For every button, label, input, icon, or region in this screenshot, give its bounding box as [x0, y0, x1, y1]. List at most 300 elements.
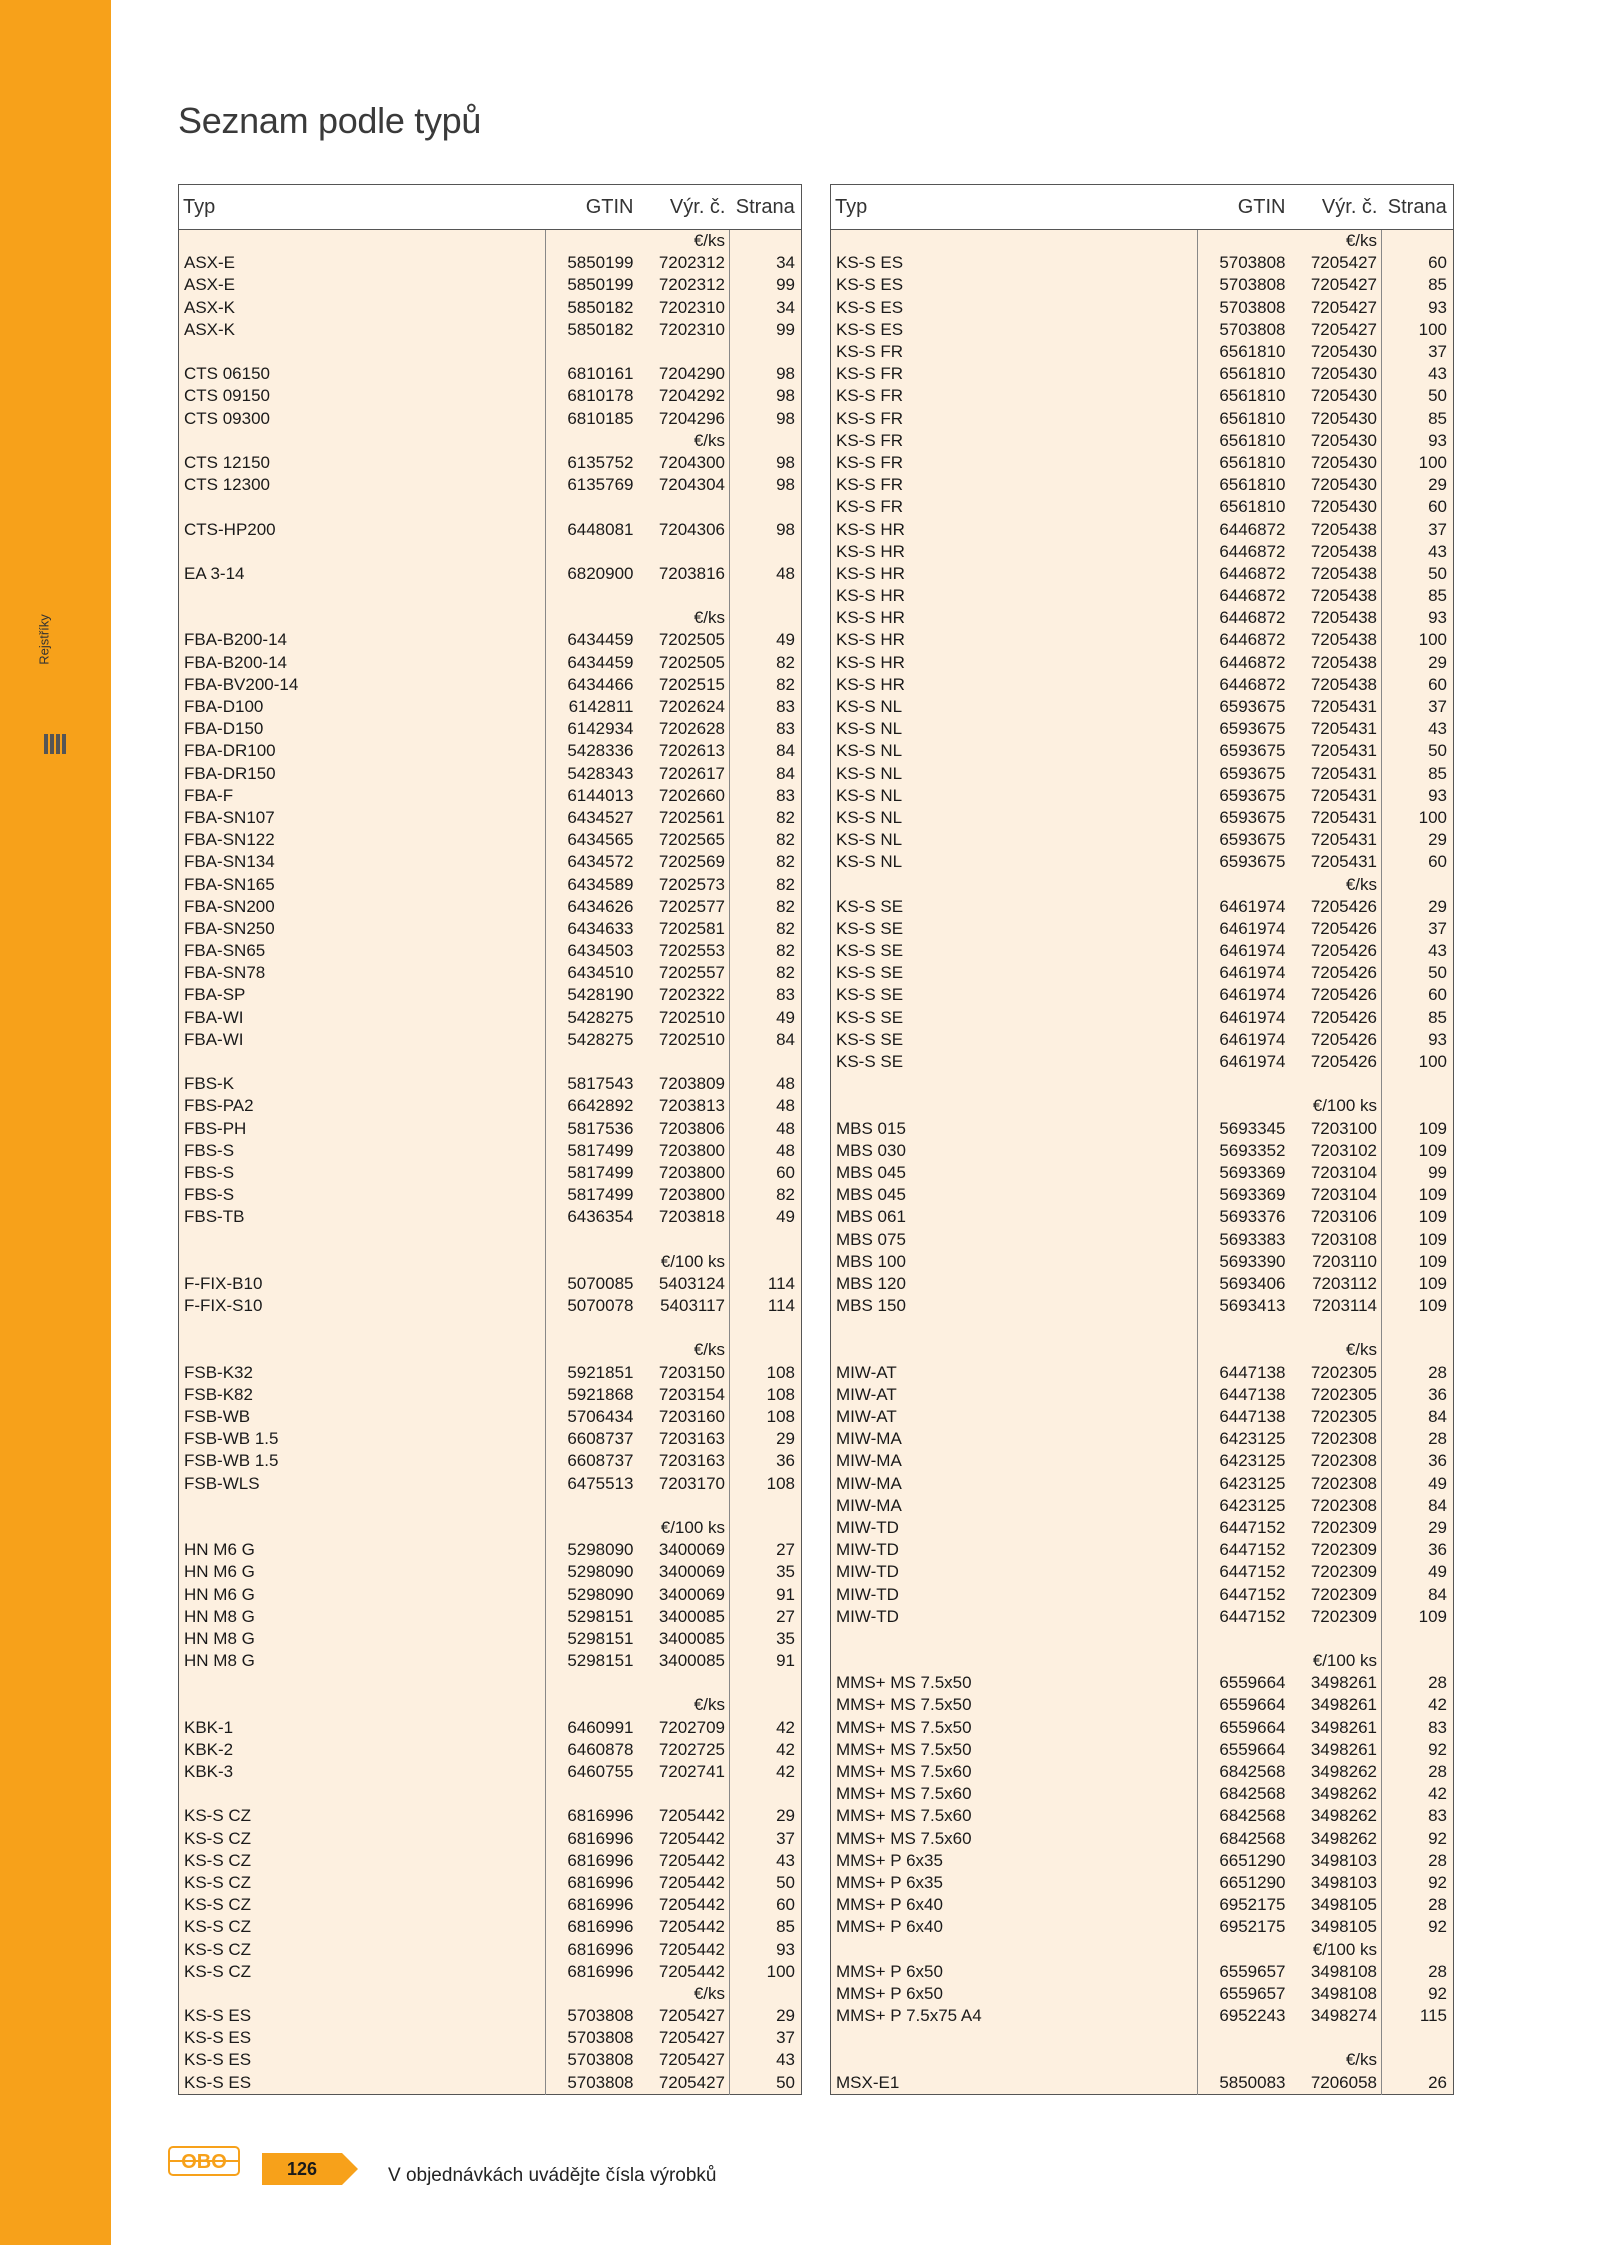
table-row — [831, 1495, 1454, 1517]
table-row — [831, 430, 1454, 452]
cell-type — [831, 2027, 1198, 2049]
cell-gtin: 5693390 — [1198, 1251, 1290, 1273]
cell-article-no: 7205438 — [1290, 563, 1382, 585]
cell-article-no: 7205442 — [638, 1872, 730, 1894]
cell-page: 27 — [730, 1606, 802, 1628]
table-row — [179, 274, 802, 296]
cell-page: 28 — [1382, 1362, 1454, 1384]
table-row — [831, 363, 1454, 385]
cell-type: KBK-1 — [179, 1717, 546, 1739]
cell-type: HN M8 G — [179, 1628, 546, 1650]
cell-page: 84 — [1382, 1583, 1454, 1605]
cell-page: 109 — [1382, 1118, 1454, 1140]
cell-article-no: 7205430 — [1290, 496, 1382, 518]
cell-article-no: 3498105 — [1290, 1894, 1382, 1916]
cell-type: EA 3-14 — [179, 563, 546, 585]
cell-type: FBA-WI — [179, 1007, 546, 1029]
cell-type: KS-S FR — [831, 363, 1198, 385]
cell-type: MBS 100 — [831, 1251, 1198, 1273]
cell-article-no: 7205430 — [1290, 474, 1382, 496]
cell-page: 98 — [730, 385, 802, 407]
cell-page: 49 — [730, 629, 802, 651]
cell-type: MMS+ P 6x50 — [831, 1961, 1198, 1983]
cell-type: ASX-E — [179, 274, 546, 296]
cell-type: MBS 150 — [831, 1295, 1198, 1317]
cell-article-no: 7202741 — [638, 1761, 730, 1783]
cell-type: CTS-HP200 — [179, 518, 546, 540]
cell-type — [179, 1495, 546, 1517]
cell-type: MBS 045 — [831, 1162, 1198, 1184]
cell-page: 93 — [1382, 297, 1454, 319]
cell-page: 48 — [730, 1118, 802, 1140]
cell-type: KS-S ES — [831, 252, 1198, 274]
table-row — [831, 763, 1454, 785]
cell-article-no: 7205430 — [1290, 363, 1382, 385]
cell-article-no: €/ks — [638, 430, 730, 452]
cell-type: MIW-TD — [831, 1583, 1198, 1605]
cell-article-no: 7203104 — [1290, 1162, 1382, 1184]
cell-page: 82 — [730, 918, 802, 940]
cell-gtin: 6608737 — [546, 1450, 638, 1472]
table-row — [831, 896, 1454, 918]
cell-gtin: 5850182 — [546, 297, 638, 319]
table-row — [831, 652, 1454, 674]
cell-page: 98 — [730, 452, 802, 474]
cell-article-no: 7205427 — [1290, 319, 1382, 341]
cell-type: MMS+ MS 7.5x50 — [831, 1739, 1198, 1761]
table-row — [831, 740, 1454, 762]
cell-type: FBA-SN250 — [179, 918, 546, 940]
cell-gtin — [546, 1983, 638, 2005]
cell-page: 98 — [730, 474, 802, 496]
cell-type: MMS+ P 6x40 — [831, 1894, 1198, 1916]
cell-gtin: 6434633 — [546, 918, 638, 940]
cell-type: FSB-K32 — [179, 1362, 546, 1384]
cell-article-no: 7202312 — [638, 252, 730, 274]
table-row — [831, 230, 1454, 253]
cell-page: 84 — [730, 1029, 802, 1051]
cell-gtin — [546, 585, 638, 607]
table-row — [179, 1317, 802, 1339]
cell-gtin: 5703808 — [546, 2072, 638, 2095]
table-row — [179, 452, 802, 474]
table-row — [831, 452, 1454, 474]
cell-page: 100 — [1382, 452, 1454, 474]
table-row — [179, 1717, 802, 1739]
cell-page: 83 — [730, 718, 802, 740]
table-row — [179, 984, 802, 1006]
cell-gtin: 5703808 — [1198, 319, 1290, 341]
cell-page: 84 — [1382, 1495, 1454, 1517]
cell-gtin: 5921868 — [546, 1384, 638, 1406]
cell-article-no: 7202310 — [638, 297, 730, 319]
cell-gtin: 6434503 — [546, 940, 638, 962]
cell-type: KS-S ES — [831, 297, 1198, 319]
table-row — [831, 2027, 1454, 2049]
table-row — [831, 1051, 1454, 1073]
cell-type: MSX-E1 — [831, 2072, 1198, 2095]
cell-gtin: 6461974 — [1198, 1007, 1290, 1029]
cell-type — [179, 607, 546, 629]
cell-page: 36 — [1382, 1539, 1454, 1561]
cell-page: 27 — [730, 1539, 802, 1561]
table-row — [179, 1961, 802, 1983]
cell-type: MBS 015 — [831, 1118, 1198, 1140]
cell-type — [179, 496, 546, 518]
cell-article-no: 7203112 — [1290, 1273, 1382, 1295]
cell-gtin: 6423125 — [1198, 1450, 1290, 1472]
cell-page: 48 — [730, 563, 802, 585]
cell-page: 48 — [730, 1073, 802, 1095]
table-row — [831, 1339, 1454, 1361]
cell-gtin: 6460755 — [546, 1761, 638, 1783]
cell-article-no: 3498262 — [1290, 1761, 1382, 1783]
table-row — [179, 962, 802, 984]
cell-page: 34 — [730, 297, 802, 319]
cell-page: 108 — [730, 1473, 802, 1495]
table-row — [179, 1362, 802, 1384]
cell-gtin: 5298090 — [546, 1583, 638, 1605]
cell-article-no: 7202617 — [638, 763, 730, 785]
cell-type: FBA-SN107 — [179, 807, 546, 829]
cell-type: MMS+ P 6x35 — [831, 1872, 1198, 1894]
cell-gtin: 6651290 — [1198, 1850, 1290, 1872]
cell-gtin: 6446872 — [1198, 674, 1290, 696]
cell-page: 91 — [730, 1650, 802, 1672]
cell-page — [1382, 1073, 1454, 1095]
cell-page: 92 — [1382, 1916, 1454, 1938]
cell-article-no: 7204304 — [638, 474, 730, 496]
table-row — [179, 1406, 802, 1428]
cell-type: MMS+ MS 7.5x60 — [831, 1783, 1198, 1805]
table-row — [179, 1894, 802, 1916]
cell-article-no: €/100 ks — [638, 1251, 730, 1273]
cell-type: HN M6 G — [179, 1539, 546, 1561]
cell-page: 82 — [730, 652, 802, 674]
table-row — [831, 940, 1454, 962]
side-accent-bar — [0, 0, 111, 2245]
cell-article-no: 7203102 — [1290, 1140, 1382, 1162]
cell-page: 100 — [1382, 319, 1454, 341]
cell-article-no — [638, 585, 730, 607]
cell-article-no: 7205438 — [1290, 541, 1382, 563]
cell-type — [831, 1095, 1198, 1117]
obo-logo — [168, 2146, 240, 2176]
table-row — [831, 1628, 1454, 1650]
cell-type: MIW-TD — [831, 1539, 1198, 1561]
table-row — [831, 1961, 1454, 1983]
cell-article-no: 7202308 — [1290, 1473, 1382, 1495]
cell-gtin: 6561810 — [1198, 452, 1290, 474]
cell-type: KS-S FR — [831, 341, 1198, 363]
table-header — [179, 185, 802, 230]
cell-page: 28 — [1382, 1894, 1454, 1916]
cell-gtin: 5850083 — [1198, 2072, 1290, 2095]
cell-gtin: 6446872 — [1198, 607, 1290, 629]
cell-gtin: 5428343 — [546, 763, 638, 785]
cell-page — [730, 430, 802, 452]
cell-gtin: 6559664 — [1198, 1739, 1290, 1761]
cell-gtin: 6447152 — [1198, 1583, 1290, 1605]
table-row — [831, 474, 1454, 496]
cell-type — [179, 1251, 546, 1273]
cell-type: MMS+ P 6x50 — [831, 1983, 1198, 2005]
cell-gtin: 6434589 — [546, 873, 638, 895]
cell-gtin — [546, 1495, 638, 1517]
table-row — [179, 252, 802, 274]
cell-page — [730, 230, 802, 253]
cell-page: 28 — [1382, 1961, 1454, 1983]
cell-page: 98 — [730, 408, 802, 430]
cell-gtin: 6461974 — [1198, 962, 1290, 984]
table-row — [831, 1983, 1454, 2005]
cell-type — [179, 1983, 546, 2005]
cell-type: KS-S HR — [831, 518, 1198, 540]
cell-gtin — [1198, 230, 1290, 253]
table-row — [179, 1517, 802, 1539]
index-tab-icon — [44, 734, 70, 754]
cell-gtin: 6593675 — [1198, 763, 1290, 785]
table-row — [179, 319, 802, 341]
cell-type: KS-S SE — [831, 1029, 1198, 1051]
cell-article-no: 7203813 — [638, 1095, 730, 1117]
cell-gtin: 5428275 — [546, 1029, 638, 1051]
cell-gtin — [546, 607, 638, 629]
table-row — [179, 807, 802, 829]
cell-type: KS-S HR — [831, 585, 1198, 607]
table-row — [179, 297, 802, 319]
cell-page: 50 — [730, 2072, 802, 2095]
table-row — [831, 1473, 1454, 1495]
cell-gtin: 5070078 — [546, 1295, 638, 1317]
cell-gtin: 6816996 — [546, 1850, 638, 1872]
cell-page: 60 — [1382, 851, 1454, 873]
cell-page — [1382, 2049, 1454, 2071]
table-row — [831, 918, 1454, 940]
table-row — [179, 1118, 802, 1140]
cell-page: 28 — [1382, 1850, 1454, 1872]
cell-page: 93 — [730, 1938, 802, 1960]
cell-gtin: 5693376 — [1198, 1206, 1290, 1228]
table-row — [179, 1273, 802, 1295]
table-row — [179, 2027, 802, 2049]
cell-gtin: 6461974 — [1198, 918, 1290, 940]
cell-article-no: 7205426 — [1290, 940, 1382, 962]
table-row — [179, 1872, 802, 1894]
cell-article-no: 7205431 — [1290, 785, 1382, 807]
cell-page — [730, 1517, 802, 1539]
cell-article-no: 7205442 — [638, 1894, 730, 1916]
cell-article-no: 3498103 — [1290, 1850, 1382, 1872]
cell-article-no: €/ks — [638, 1694, 730, 1716]
cell-gtin: 6651290 — [1198, 1872, 1290, 1894]
cell-gtin: 6436354 — [546, 1206, 638, 1228]
table-row — [179, 1095, 802, 1117]
cell-type: KS-S CZ — [179, 1805, 546, 1827]
table-row — [179, 718, 802, 740]
cell-gtin: 6447138 — [1198, 1406, 1290, 1428]
cell-page: 49 — [730, 1206, 802, 1228]
cell-article-no: €/ks — [638, 1339, 730, 1361]
cell-page: 37 — [730, 1828, 802, 1850]
cell-type: KS-S ES — [831, 319, 1198, 341]
cell-article-no — [1290, 2027, 1382, 2049]
col-header-gtin: GTIN — [546, 185, 638, 230]
cell-gtin: 6447138 — [1198, 1384, 1290, 1406]
cell-article-no: 7202557 — [638, 962, 730, 984]
cell-gtin: 5703808 — [546, 2005, 638, 2027]
table-row — [179, 785, 802, 807]
cell-gtin: 5298151 — [546, 1606, 638, 1628]
table-row — [831, 518, 1454, 540]
cell-article-no: 7205438 — [1290, 607, 1382, 629]
table-row — [179, 1495, 802, 1517]
cell-gtin: 6816996 — [546, 1805, 638, 1827]
cell-page: 82 — [730, 940, 802, 962]
cell-page: 43 — [1382, 541, 1454, 563]
cell-page: 29 — [1382, 474, 1454, 496]
cell-type: MBS 061 — [831, 1206, 1198, 1228]
cell-article-no: 7206058 — [1290, 2072, 1382, 2095]
cell-page: 49 — [1382, 1561, 1454, 1583]
cell-page: 43 — [730, 2049, 802, 2071]
cell-type: KS-S HR — [831, 563, 1198, 585]
table-row — [179, 1251, 802, 1273]
cell-page: 42 — [1382, 1694, 1454, 1716]
cell-type: KS-S NL — [831, 718, 1198, 740]
cell-article-no — [1290, 1317, 1382, 1339]
cell-article-no: 7205426 — [1290, 896, 1382, 918]
cell-page: 36 — [1382, 1384, 1454, 1406]
cell-type: MIW-TD — [831, 1517, 1198, 1539]
table-row — [179, 1983, 802, 2005]
cell-type: MMS+ P 6x40 — [831, 1916, 1198, 1938]
cell-page: 82 — [730, 674, 802, 696]
table-row — [179, 652, 802, 674]
cell-gtin: 6447152 — [1198, 1561, 1290, 1583]
table-row — [179, 1561, 802, 1583]
cell-page: 83 — [1382, 1805, 1454, 1827]
cell-type: KS-S CZ — [179, 1850, 546, 1872]
cell-page — [1382, 1095, 1454, 1117]
cell-article-no: 7205426 — [1290, 984, 1382, 1006]
cell-article-no: 7202505 — [638, 629, 730, 651]
table-row — [831, 1228, 1454, 1250]
cell-article-no — [638, 541, 730, 563]
cell-article-no: 3400069 — [638, 1561, 730, 1583]
cell-page: 29 — [1382, 829, 1454, 851]
cell-gtin: 5298151 — [546, 1650, 638, 1672]
cell-gtin: 5850199 — [546, 274, 638, 296]
cell-type — [179, 230, 546, 253]
cell-gtin: 6593675 — [1198, 740, 1290, 762]
table-row — [831, 1140, 1454, 1162]
table-row — [831, 1894, 1454, 1916]
cell-page: 37 — [730, 2027, 802, 2049]
cell-article-no: 3498108 — [1290, 1983, 1382, 2005]
table-row — [179, 430, 802, 452]
cell-article-no: 7202573 — [638, 873, 730, 895]
cell-page: 60 — [1382, 984, 1454, 1006]
cell-page: 60 — [1382, 252, 1454, 274]
cell-gtin: 6559657 — [1198, 1961, 1290, 1983]
cell-gtin: 6423125 — [1198, 1473, 1290, 1495]
table-row — [831, 319, 1454, 341]
cell-type: KS-S HR — [831, 652, 1198, 674]
cell-type: FBA-F — [179, 785, 546, 807]
cell-gtin: 6810185 — [546, 408, 638, 430]
cell-gtin: 6593675 — [1198, 829, 1290, 851]
cell-article-no: 7204306 — [638, 518, 730, 540]
cell-gtin: 6461974 — [1198, 984, 1290, 1006]
cell-type: MMS+ MS 7.5x60 — [831, 1761, 1198, 1783]
cell-page: 29 — [730, 2005, 802, 2027]
table-row — [179, 1295, 802, 1317]
table-row — [179, 474, 802, 496]
table-row — [179, 230, 802, 253]
table-row — [179, 940, 802, 962]
cell-gtin: 6461974 — [1198, 940, 1290, 962]
cell-type — [179, 585, 546, 607]
cell-page: 29 — [1382, 1517, 1454, 1539]
cell-gtin: 6434572 — [546, 851, 638, 873]
table-row — [179, 1384, 802, 1406]
cell-article-no — [638, 1317, 730, 1339]
cell-gtin — [1198, 2049, 1290, 2071]
cell-page: 42 — [730, 1717, 802, 1739]
cell-gtin: 6816996 — [546, 1828, 638, 1850]
table-row — [831, 1761, 1454, 1783]
cell-page: 85 — [730, 1916, 802, 1938]
cell-article-no: €/ks — [1290, 230, 1382, 253]
cell-type — [831, 1339, 1198, 1361]
cell-gtin: 6561810 — [1198, 474, 1290, 496]
cell-gtin: 6142934 — [546, 718, 638, 740]
cell-gtin: 6461974 — [1198, 896, 1290, 918]
cell-gtin — [546, 430, 638, 452]
cell-article-no: 3400069 — [638, 1583, 730, 1605]
cell-page: 108 — [730, 1384, 802, 1406]
table-row — [831, 696, 1454, 718]
cell-page: 93 — [1382, 785, 1454, 807]
cell-type: KS-S SE — [831, 940, 1198, 962]
cell-type: FBA-BV200-14 — [179, 674, 546, 696]
cell-gtin: 6816996 — [546, 1872, 638, 1894]
cell-article-no: 7202305 — [1290, 1362, 1382, 1384]
table-row — [179, 2005, 802, 2027]
table-row — [179, 1916, 802, 1938]
cell-type: KS-S NL — [831, 829, 1198, 851]
cell-page: 83 — [730, 696, 802, 718]
cell-page: 85 — [1382, 1007, 1454, 1029]
table-row — [831, 1317, 1454, 1339]
cell-page: 34 — [730, 252, 802, 274]
cell-gtin: 5703808 — [546, 2027, 638, 2049]
table-row — [179, 1694, 802, 1716]
table-row — [831, 1717, 1454, 1739]
cell-page — [1382, 873, 1454, 895]
cell-gtin — [1198, 1317, 1290, 1339]
cell-article-no: 7202628 — [638, 718, 730, 740]
table-row — [831, 1428, 1454, 1450]
cell-gtin: 6816996 — [546, 1938, 638, 1960]
cell-page: 109 — [1382, 1606, 1454, 1628]
table-row — [179, 740, 802, 762]
cell-article-no: 7202309 — [1290, 1561, 1382, 1583]
cell-page: 83 — [730, 785, 802, 807]
cell-type: MMS+ MS 7.5x60 — [831, 1805, 1198, 1827]
cell-gtin — [546, 1228, 638, 1250]
